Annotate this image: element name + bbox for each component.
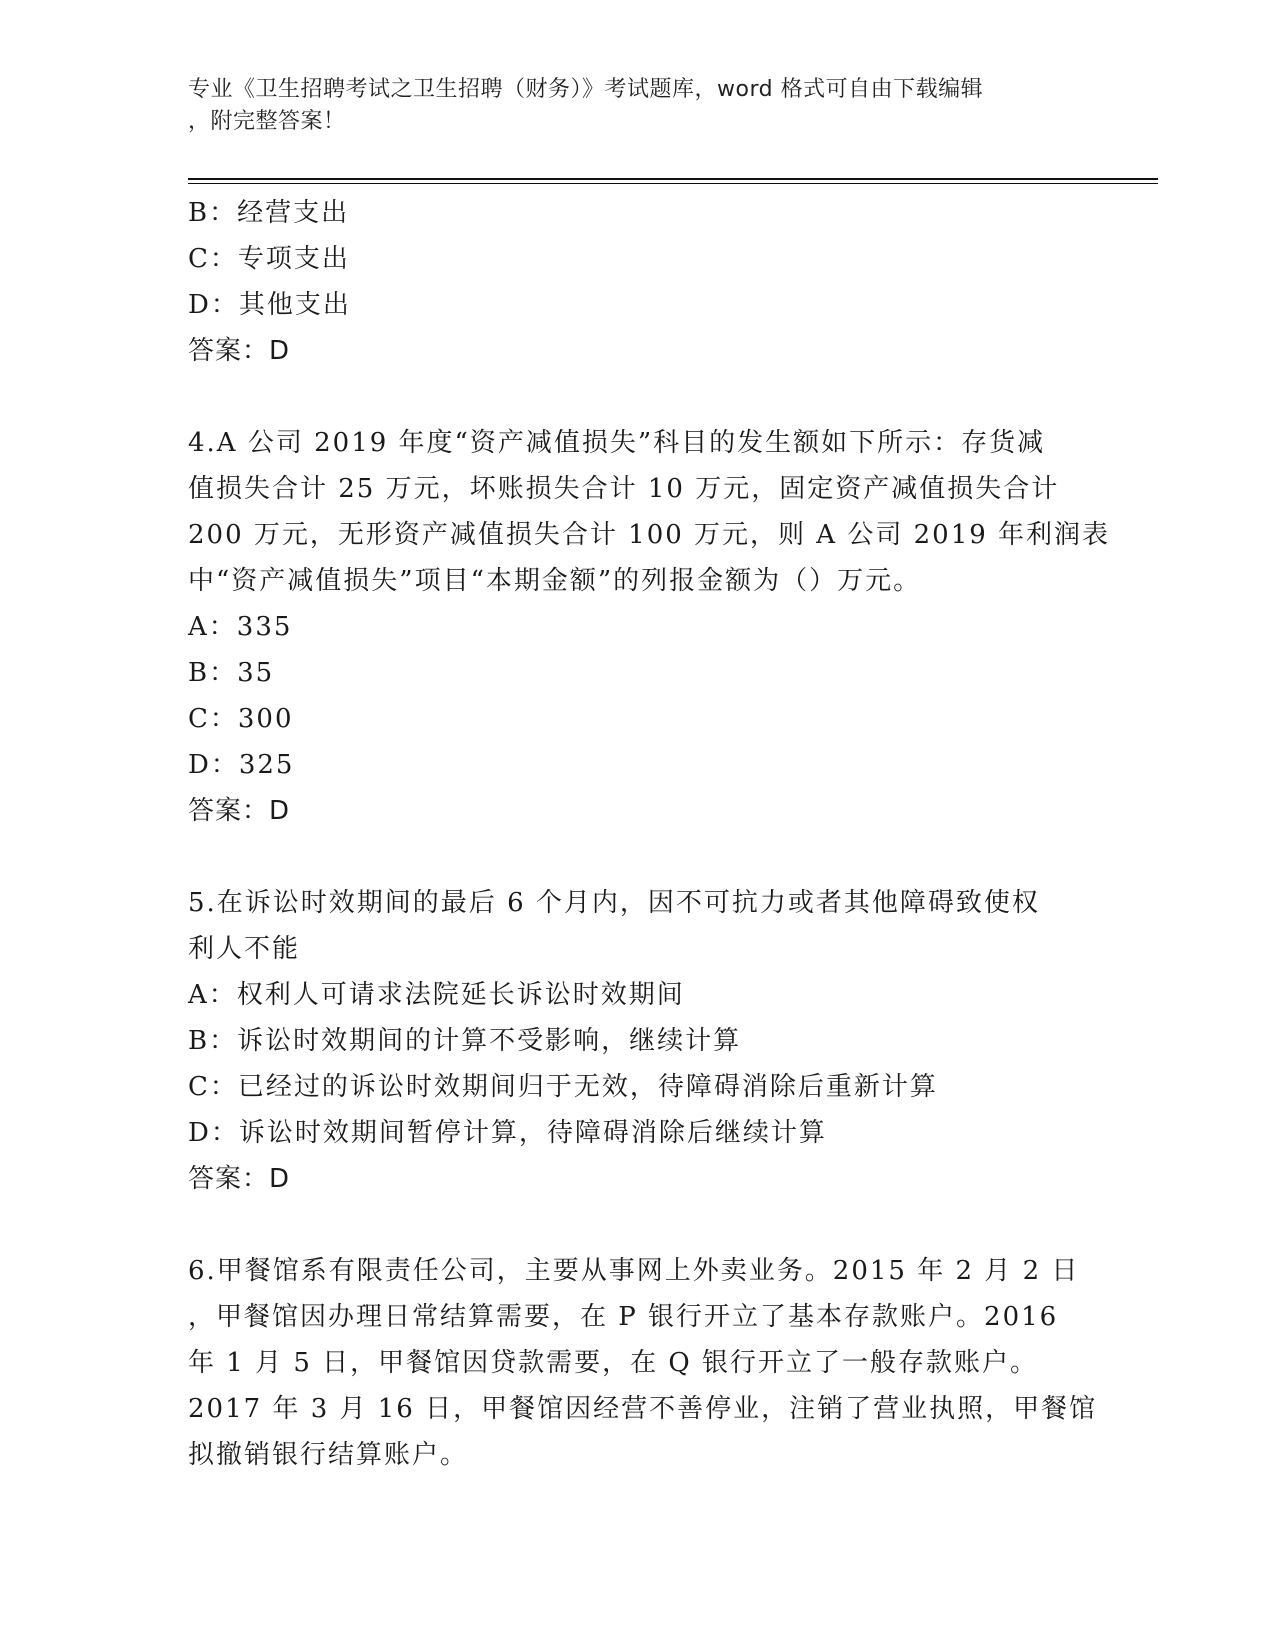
question-stem-line: 4.A 公司 2019 年度“资产减值损失”科目的发生额如下所示：存货减 (188, 428, 1046, 458)
question-stem-line: 200 万元，无形资产减值损失合计 100 万元，则 A 公司 2019 年利润表 (188, 520, 1111, 550)
spacer (188, 1202, 1088, 1248)
question-3 (188, 190, 1088, 374)
header-line-2: ，附完整答案！ (188, 109, 346, 134)
option-b: B：经营支出 (188, 198, 350, 228)
option-d: D：325 (188, 750, 295, 780)
header-rule-thick (188, 178, 1158, 180)
header-line-1: 专业《卫生招聘考试之卫生招聘（财务）》考试题库，word 格式可自由下载编辑 (188, 77, 984, 102)
question-stem-line: 2017 年 3 月 16 日，甲餐馆因经营不善停业，注销了营业执照，甲餐馆 (188, 1394, 1098, 1424)
answer: 答案：D (188, 796, 291, 826)
question-stem-line: 年 1 月 5 日，甲餐馆因贷款需要，在 Q 银行开立了一般存款账户。 (188, 1348, 1038, 1378)
option-c: C：300 (188, 704, 294, 734)
question-stem-line: 5.在诉讼时效期间的最后 6 个月内，因不可抗力或者其他障碍致使权 (188, 888, 1040, 918)
document-body (188, 190, 1111, 1478)
document-header (188, 74, 1088, 138)
question-4 (188, 420, 1111, 834)
question-6 (188, 1248, 1098, 1478)
question-stem-line: 拟撤销银行结算账户。 (188, 1440, 469, 1470)
header-rule-thin (188, 183, 1158, 184)
spacer (188, 374, 1088, 420)
answer: 答案：D (188, 336, 291, 366)
option-b: B：35 (188, 658, 275, 688)
question-stem-line: 6.甲餐馆系有限责任公司，主要从事网上外卖业务。2015 年 2 月 2 日 (188, 1256, 1080, 1286)
option-d: D：其他支出 (188, 290, 351, 320)
question-stem-line: 中“资产减值损失”项目“本期金额”的列报金额为（）万元。 (188, 566, 922, 596)
option-c: C：已经过的诉讼时效期间归于无效，待障碍消除后重新计算 (188, 1072, 938, 1102)
option-c: C：专项支出 (188, 244, 350, 274)
spacer (188, 834, 1088, 880)
option-d: D：诉讼时效期间暂停计算，待障碍消除后继续计算 (188, 1118, 827, 1148)
answer: 答案：D (188, 1164, 291, 1194)
question-stem-line: ，甲餐馆因办理日常结算需要，在 P 银行开立了基本存款账户。2016 (188, 1302, 1059, 1332)
question-5 (188, 880, 1088, 1202)
option-b: B：诉讼时效期间的计算不受影响，继续计算 (188, 1026, 742, 1056)
option-a: A：335 (188, 612, 293, 642)
question-stem-line: 值损失合计 25 万元，坏账损失合计 10 万元，固定资产减值损失合计 (188, 474, 1060, 504)
question-stem-line: 利人不能 (188, 934, 301, 964)
option-a: A：权利人可请求法院延长诉讼时效期间 (188, 980, 685, 1010)
